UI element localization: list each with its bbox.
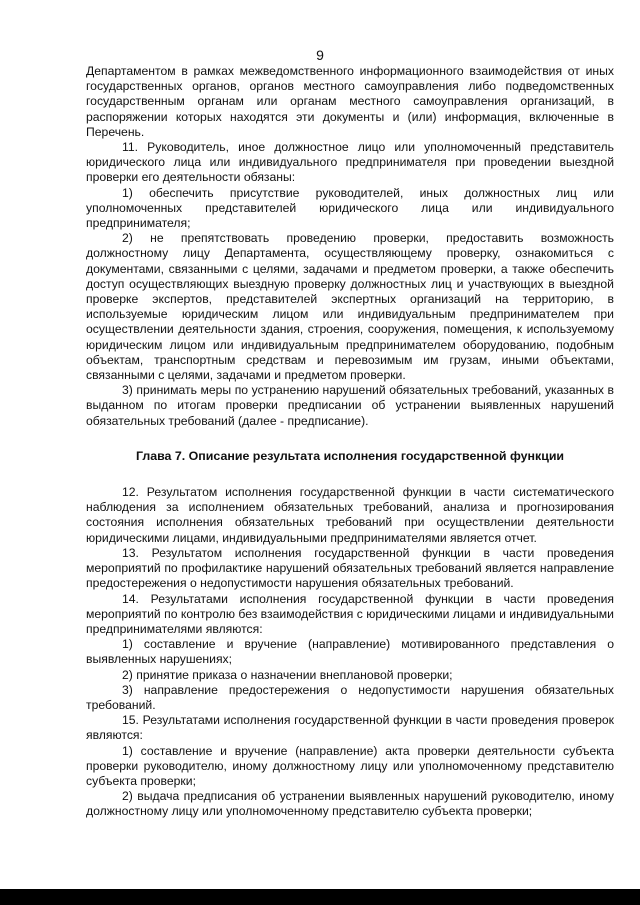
page-number: 9	[316, 47, 324, 63]
paragraph: 12. Результатом исполнения государственной функции в части систематического наблюдения за исполнением обязательных требований, анализа и прогнозирования состояния исполнения обязательных требований при осуществлении деятельности юридическими лицами, индивидуальными предпринимателями является отчет.	[86, 485, 614, 545]
paragraph: 2) выдача предписания об устранении выявленных нарушений руководителю, иному должностному лицу или уполномоченному представителю субъекта проверки;	[86, 789, 614, 819]
paragraph: 3) принимать меры по устранению нарушений обязательных требований, указанных в выданном по итогам проверки предписании об устранении выявленных нарушений обязательных требований (далее - предписание).	[86, 383, 614, 428]
paragraph: 1) обеспечить присутствие руководителей, иных должностных лиц или уполномоченных представителей юридического лица или индивидуального предпринимателя;	[86, 185, 614, 231]
chapter-heading: Глава 7. Описание результата исполнения государственной функции	[135, 448, 565, 463]
paragraph: 2) принятие приказа о назначении внеплановой проверки;	[122, 667, 453, 682]
scan-edge-bar	[0, 889, 640, 905]
paragraph: 1) составление и вручение (направление) мотивированного представления о выявленных нарушениях;	[86, 637, 614, 667]
paragraph: 15. Результатами исполнения государственной функции в части проведения проверок являются:	[86, 713, 614, 743]
paragraph: 1) составление и вручение (направление) акта проверки деятельности субъекта проверки руководителю, иному должностному лицу или уполномоченному представителю субъекта проверки;	[86, 743, 614, 788]
paragraph: 11. Руководитель, иное должностное лицо или уполномоченный представитель юридического лица или индивидуального предпринимателя при проведении выездной проверки его деятельности обязаны:	[86, 140, 614, 185]
paragraph: 3) направление предостережения о недопустимости нарушения обязательных требований.	[86, 682, 614, 712]
document-body	[86, 64, 614, 820]
paragraph: Департаментом в рамках межведомственного информационного взаимодействия от иных государственных органов, органов местного самоуправления либо подведомственных государственным органам или органам местного самоуправления организаций, в распоряжении которых находятся эти документы и (или) информация, включенные в Перечень.	[86, 64, 614, 139]
paragraph: 2) не препятствовать проведению проверки, предоставить возможность должностному лицу Департамента, осуществляющему проверку, ознакомиться с документами, связанными с целями, задачами и предметом проверки, а также обеспечить доступ осуществляющих выездную проверку должностных лиц и участвующих в выездной проверке экспертов, представителей экспертных организаций на территорию, в используемые юридическим лицом или индивидуальным предпринимателем при осуществлении деятельности здания, строения, сооружения, помещения, к используемому юридическим лицом или индивидуальным предпринимателем оборудованию, подобным объектам, транспортным средствам и перевозимым им грузам, иными объектами, связанными с целями, задачами и предметом проверки.	[86, 231, 614, 383]
paragraph: 14. Результатами исполнения государственной функции в части проведения мероприятий по контролю без взаимодействия с юридическими лицами и индивидуальными предпринимателями являются:	[86, 591, 614, 636]
paragraph: 13. Результатом исполнения государственной функции в части проведения мероприятий по профилактике нарушений обязательных требований является направление предостережения о недопустимости нарушения обязательных требований.	[86, 545, 614, 591]
